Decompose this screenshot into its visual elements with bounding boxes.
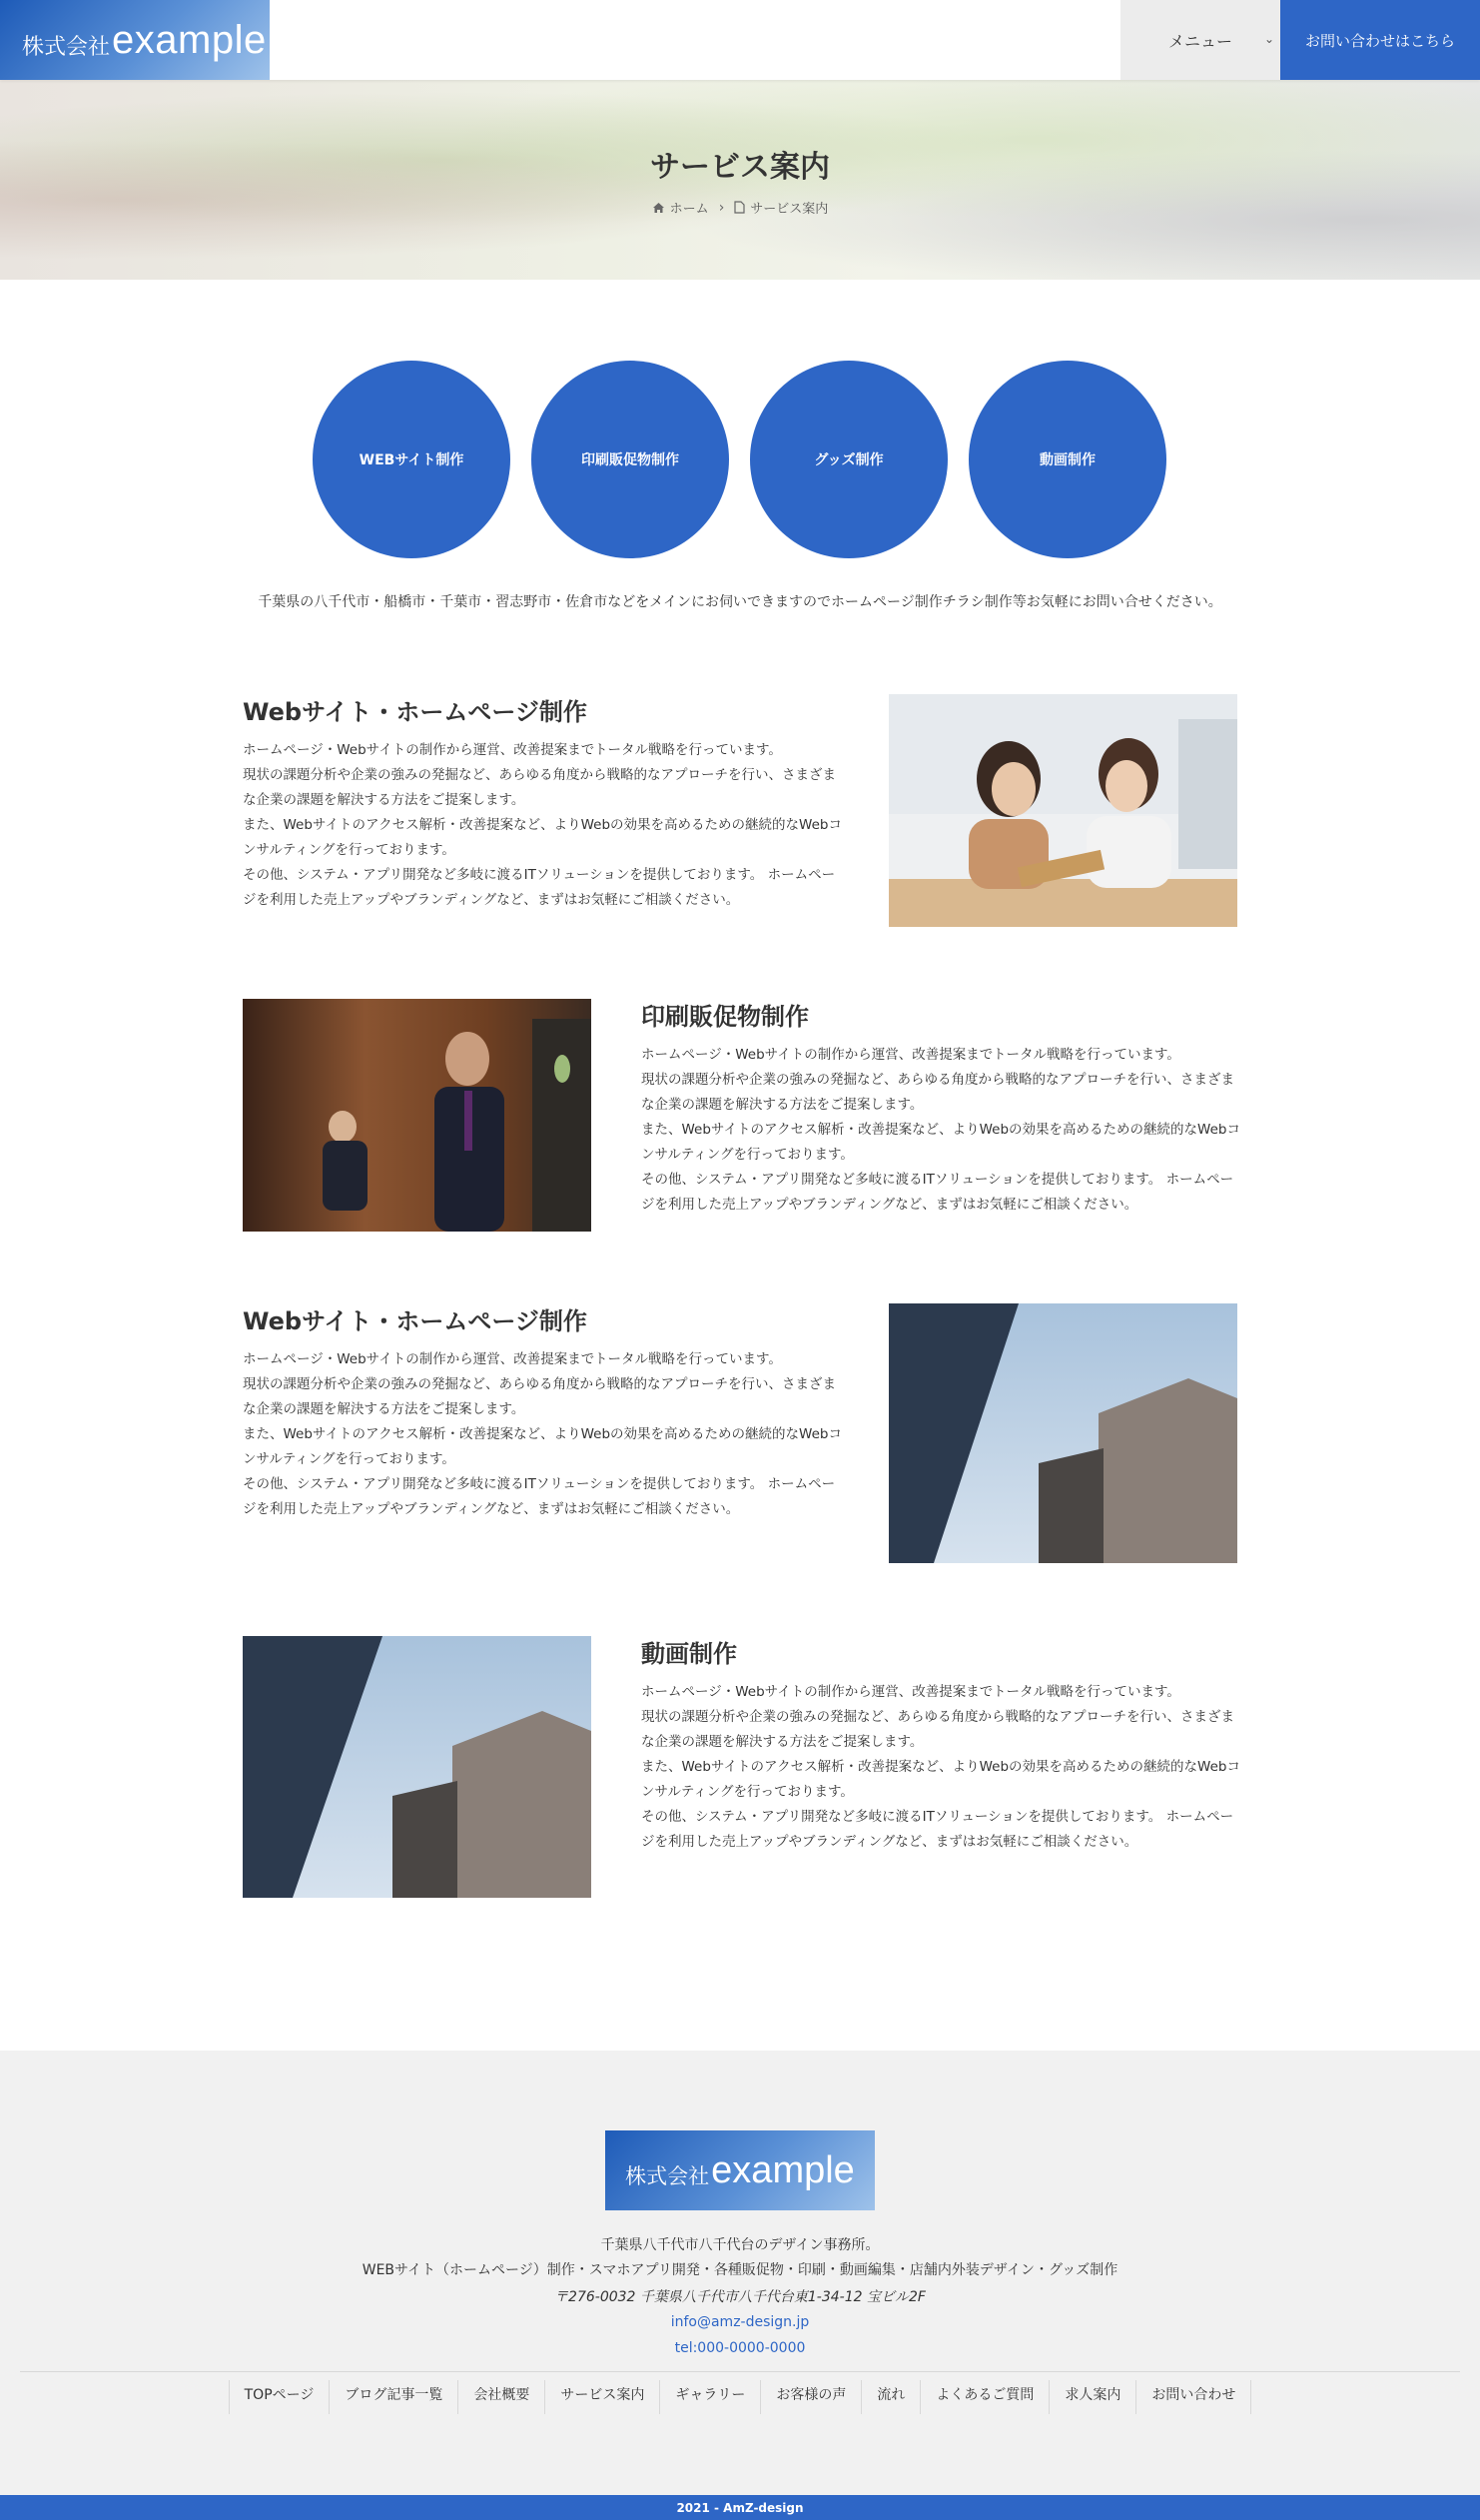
logo-brand-text: example (112, 17, 267, 62)
footer-services: WEBサイト（ホームページ）制作・スマホアプリ開発・各種販促物・印刷・動画編集・店舗内外装デザイン・グッズ制作 (362, 2262, 1118, 2278)
service-title: Webサイト・ホームページ制作 (243, 698, 587, 726)
service-photo-buildings (243, 1636, 591, 1898)
breadcrumb-home-label: ホーム (669, 202, 709, 217)
service-title: 動画制作 (641, 1640, 737, 1668)
footer-nav-flow[interactable]: 流れ (862, 2380, 921, 2414)
breadcrumb-home[interactable] (652, 198, 709, 217)
service-circle-print[interactable] (531, 361, 729, 558)
menu-button[interactable] (1120, 0, 1280, 80)
breadcrumb-current (734, 198, 828, 217)
service-description (243, 1347, 842, 1522)
logo-brand-text: example (711, 2148, 855, 2191)
service-circle-goods[interactable] (750, 361, 948, 558)
chevron-down-icon: ⌄ (1263, 32, 1274, 46)
service-circle-label: 印刷販促物制作 (581, 452, 679, 468)
page-title: サービス案内 (650, 150, 830, 185)
footer-address: 〒276-0032 千葉県八千代市八千代台東1-34-12 宝ビル2F (554, 2289, 926, 2305)
site-header (0, 0, 1480, 80)
site-footer (0, 2051, 1480, 2495)
footer-nav-top[interactable]: TOPページ (229, 2380, 331, 2414)
footer-nav-blog[interactable]: ブログ記事一覧 (330, 2380, 458, 2414)
service-text-line: その他、システム・アプリ開発など多岐に渡るITソリューションを提供しております。 ホームページを利用した売上アップやブランディングなど、まずはお気軽にご相談ください。 (641, 1172, 1234, 1213)
service-text-line: また、Webサイトのアクセス解析・改善提案など、よりWebの効果を高めるための継続的なWebコンサルティングを行っております。 (641, 1122, 1240, 1163)
footer-nav-faq[interactable]: よくあるご質問 (921, 2380, 1050, 2414)
service-text-line: 現状の課題分析や企業の強みの発掘など、あらゆる角度から戦略的なアプローチを行い、さまざまな企業の課題を解決する方法をご提案します。 (243, 1376, 836, 1417)
footer-nav-company[interactable]: 会社概要 (458, 2380, 545, 2414)
chevron-right-icon: › (718, 199, 725, 216)
footer-tel-link[interactable]: tel:000-0000-0000 (674, 2340, 806, 2356)
service-photo-office (889, 694, 1237, 927)
service-circle-web[interactable] (313, 361, 510, 558)
service-text-line: また、Webサイトのアクセス解析・改善提案など、よりWebの効果を高めるための継続的なWebコンサルティングを行っております。 (243, 1426, 842, 1467)
logo-kaisha-text: 株式会社 (22, 34, 111, 60)
service-photo-businessman (243, 999, 591, 1232)
service-title: Webサイト・ホームページ制作 (243, 1307, 587, 1335)
service-description (641, 1043, 1240, 1218)
copyright-bar (0, 2495, 1480, 2520)
service-title: 印刷販促物制作 (641, 1003, 809, 1031)
footer-nav-gallery[interactable]: ギャラリー (660, 2380, 761, 2414)
page-icon (734, 201, 745, 214)
service-circle-label: 動画制作 (1040, 452, 1096, 468)
breadcrumb-current-label: サービス案内 (750, 202, 829, 217)
service-text-line: また、Webサイトのアクセス解析・改善提案など、よりWebの効果を高めるための継続的なWebコンサルティングを行っております。 (641, 1759, 1240, 1800)
site-logo[interactable] (0, 0, 270, 80)
service-text-line: また、Webサイトのアクセス解析・改善提案など、よりWebの効果を高めるための継続的なWebコンサルティングを行っております。 (243, 817, 842, 858)
service-circle-label: グッズ制作 (814, 452, 884, 468)
service-text-line: ホームページ・Webサイトの制作から運営、改善提案までトータル戦略を行っています。 (641, 1047, 1180, 1063)
footer-nav-recruit[interactable]: 求人案内 (1050, 2380, 1136, 2414)
footer-nav-contact[interactable]: お問い合わせ (1136, 2380, 1251, 2414)
menu-button-label: メニュー (1167, 31, 1232, 51)
footer-nav (0, 2380, 1480, 2414)
contact-button[interactable] (1280, 0, 1480, 80)
service-description (641, 1680, 1240, 1855)
service-description (243, 738, 842, 913)
contact-button-label: お問い合わせはこちら (1304, 31, 1455, 50)
logo-kaisha-text: 株式会社 (625, 2164, 710, 2188)
service-text-line: 現状の課題分析や企業の強みの発掘など、あらゆる角度から戦略的なアプローチを行い、さまざまな企業の課題を解決する方法をご提案します。 (641, 1072, 1234, 1113)
service-text-line: その他、システム・アプリ開発など多岐に渡るITソリューションを提供しております。 ホームページを利用した売上アップやブランディングなど、まずはお気軽にご相談ください。 (243, 1476, 836, 1517)
service-text-line: その他、システム・アプリ開発など多岐に渡るITソリューションを提供しております。 ホームページを利用した売上アップやブランディングなど、まずはお気軽にご相談ください。 (243, 867, 836, 908)
service-circle-label: WEBサイト制作 (359, 452, 464, 468)
service-text-line: ホームページ・Webサイトの制作から運営、改善提案までトータル戦略を行っています。 (243, 742, 782, 758)
service-text-line: 現状の課題分析や企業の強みの発掘など、あらゆる角度から戦略的なアプローチを行い、さまざまな企業の課題を解決する方法をご提案します。 (243, 767, 836, 808)
page-hero (0, 80, 1480, 280)
breadcrumb (0, 198, 1480, 217)
service-text-line: ホームページ・Webサイトの制作から運営、改善提案までトータル戦略を行っています。 (243, 1351, 782, 1367)
copyright-text: 2021 - AmZ-design (676, 2500, 804, 2515)
footer-divider (20, 2371, 1460, 2372)
intro-text: 千葉県の八千代市・船橋市・千葉市・習志野市・佐倉市などをメインにお伺いできますのでホームページ制作チラシ制作等お気軽にお問い合せください。 (258, 594, 1222, 610)
footer-email-link[interactable]: info@amz-design.jp (670, 2314, 810, 2330)
service-text-line: ホームページ・Webサイトの制作から運営、改善提案までトータル戦略を行っています。 (641, 1684, 1180, 1700)
footer-logo[interactable] (605, 2130, 875, 2210)
service-text-line: 現状の課題分析や企業の強みの発掘など、あらゆる角度から戦略的なアプローチを行い、さまざまな企業の課題を解決する方法をご提案します。 (641, 1709, 1234, 1750)
service-circle-video[interactable] (969, 361, 1166, 558)
service-photo-buildings (889, 1303, 1237, 1563)
footer-nav-services[interactable]: サービス案内 (545, 2380, 660, 2414)
service-text-line: その他、システム・アプリ開発など多岐に渡るITソリューションを提供しております。 ホームページを利用した売上アップやブランディングなど、まずはお気軽にご相談ください。 (641, 1809, 1234, 1850)
home-icon (652, 202, 665, 214)
footer-tagline: 千葉県八千代市八千代台のデザイン事務所。 (600, 2237, 880, 2253)
footer-nav-voices[interactable]: お客様の声 (761, 2380, 862, 2414)
